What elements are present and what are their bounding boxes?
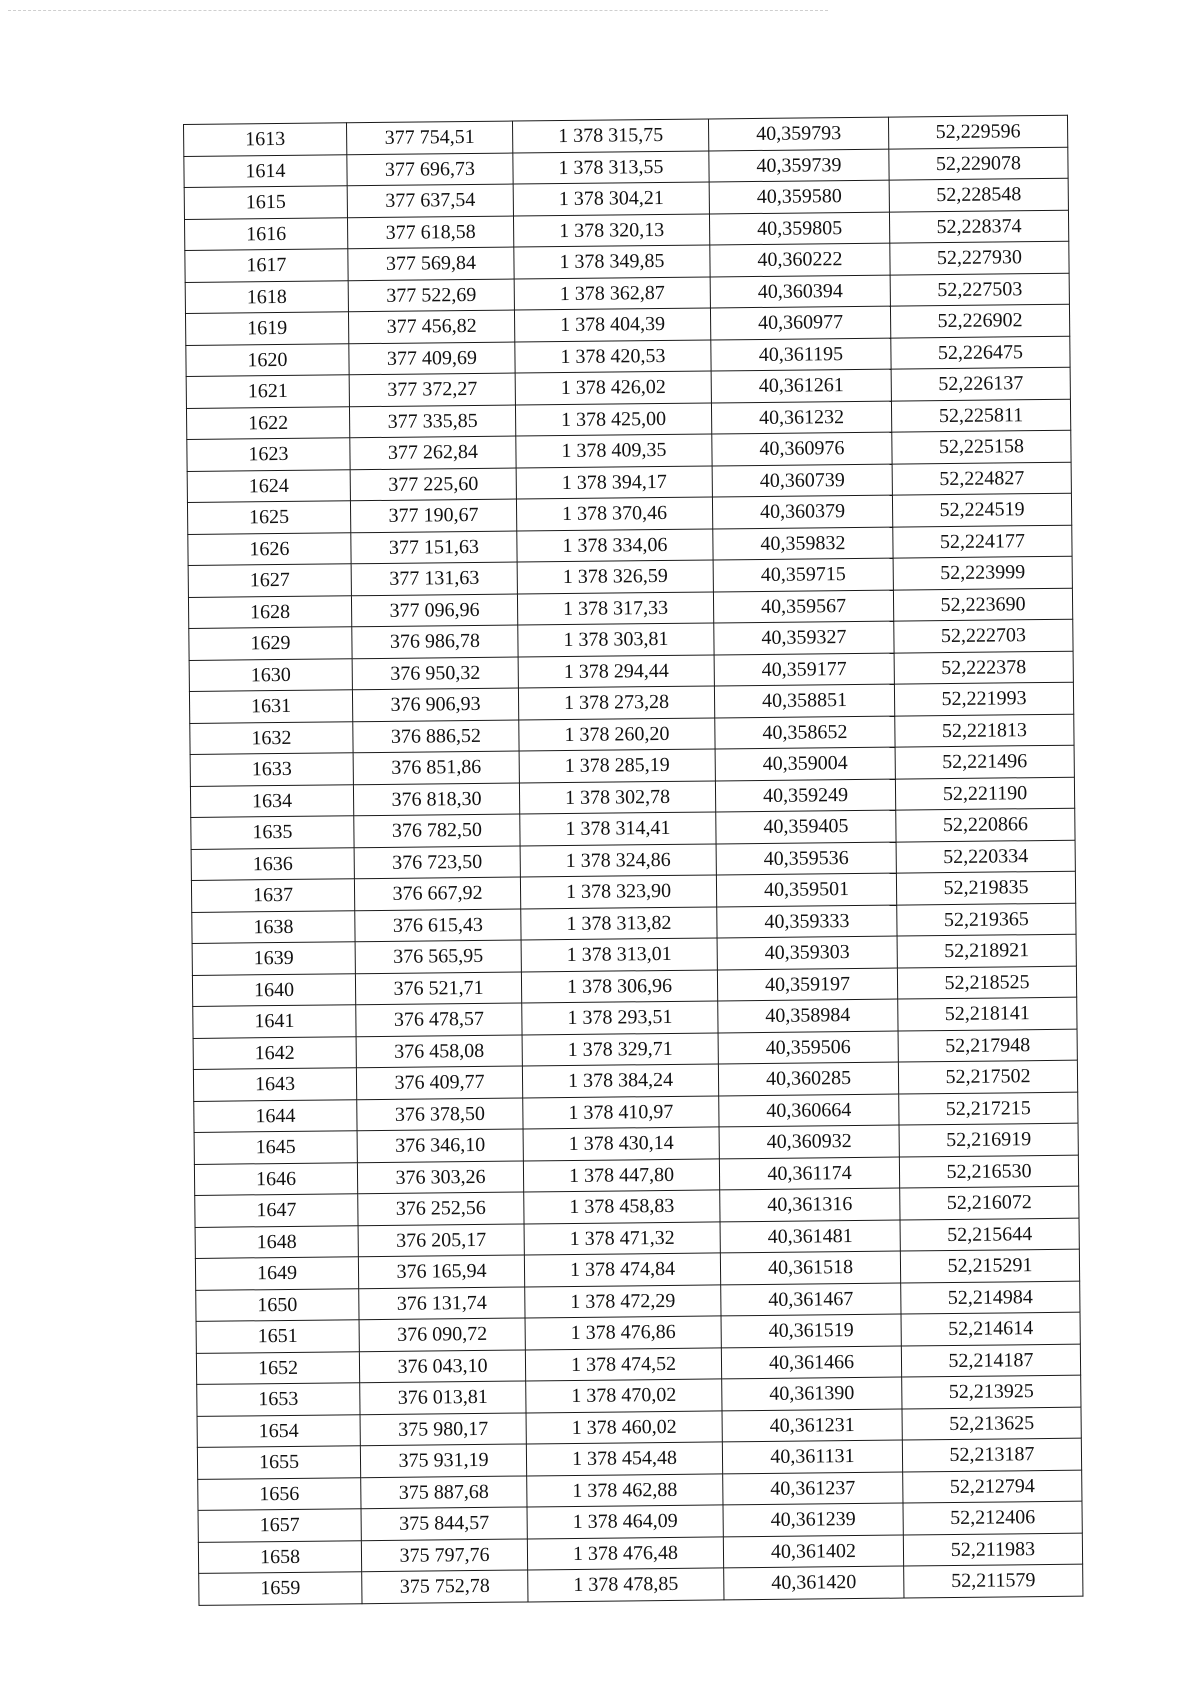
longitude-cell: 40,358984 (718, 999, 898, 1032)
longitude-cell: 40,361466 (721, 1346, 901, 1379)
y-coordinate-cell: 1 378 447,80 (523, 1158, 719, 1192)
longitude-cell: 40,359580 (709, 180, 889, 213)
y-coordinate-cell: 1 378 425,00 (515, 402, 711, 436)
x-coordinate-cell: 376 205,17 (358, 1223, 524, 1256)
longitude-cell: 40,360285 (718, 1062, 898, 1095)
y-coordinate-cell: 1 378 303,81 (518, 623, 714, 657)
longitude-cell: 40,359739 (709, 149, 889, 182)
latitude-cell: 52,214187 (901, 1344, 1080, 1377)
point-number-cell: 1639 (192, 942, 355, 975)
y-coordinate-cell: 1 378 323,90 (520, 875, 716, 909)
longitude-cell: 40,359249 (715, 779, 895, 812)
latitude-cell: 52,216530 (899, 1155, 1078, 1188)
point-number-cell: 1622 (186, 406, 349, 439)
point-number-cell: 1636 (191, 847, 354, 880)
y-coordinate-cell: 1 378 458,83 (524, 1190, 720, 1224)
longitude-cell: 40,359506 (718, 1031, 898, 1064)
longitude-cell: 40,360932 (719, 1125, 899, 1158)
point-number-cell: 1652 (196, 1351, 359, 1384)
y-coordinate-cell: 1 378 326,59 (517, 560, 713, 594)
point-number-cell: 1651 (196, 1320, 359, 1353)
latitude-cell: 52,215291 (900, 1249, 1079, 1282)
latitude-cell: 52,222378 (894, 651, 1073, 684)
latitude-cell: 52,221813 (895, 714, 1074, 747)
x-coordinate-cell: 377 409,69 (349, 342, 515, 375)
y-coordinate-cell: 1 378 454,48 (526, 1442, 722, 1476)
x-coordinate-cell: 376 165,94 (358, 1255, 524, 1288)
latitude-cell: 52,219365 (897, 903, 1076, 936)
point-number-cell: 1641 (193, 1005, 356, 1038)
y-coordinate-cell: 1 378 476,48 (527, 1536, 723, 1570)
y-coordinate-cell: 1 378 470,02 (526, 1379, 722, 1413)
longitude-cell: 40,360379 (712, 495, 892, 528)
x-coordinate-cell: 375 797,76 (361, 1538, 527, 1571)
latitude-cell: 52,223690 (893, 588, 1072, 621)
latitude-cell: 52,220334 (896, 840, 1075, 873)
latitude-cell: 52,222703 (894, 619, 1073, 652)
point-number-cell: 1644 (194, 1099, 357, 1132)
y-coordinate-cell: 1 378 410,97 (523, 1095, 719, 1129)
longitude-cell: 40,360976 (712, 432, 892, 465)
longitude-cell: 40,361131 (722, 1440, 902, 1473)
point-number-cell: 1649 (195, 1257, 358, 1290)
y-coordinate-cell: 1 378 474,84 (524, 1253, 720, 1287)
y-coordinate-cell: 1 378 384,24 (522, 1064, 718, 1098)
longitude-cell: 40,359197 (717, 968, 897, 1001)
x-coordinate-cell: 376 346,10 (357, 1129, 523, 1162)
x-coordinate-cell: 376 458,08 (356, 1034, 522, 1067)
scan-artifact-line (8, 10, 828, 11)
latitude-cell: 52,220866 (896, 808, 1075, 841)
x-coordinate-cell: 375 980,17 (360, 1412, 526, 1445)
x-coordinate-cell: 377 131,63 (351, 562, 517, 595)
longitude-cell: 40,360664 (719, 1094, 899, 1127)
point-number-cell: 1624 (187, 469, 350, 502)
y-coordinate-cell: 1 378 285,19 (519, 749, 715, 783)
latitude-cell: 52,221993 (894, 682, 1073, 715)
longitude-cell: 40,359567 (713, 590, 893, 623)
longitude-cell: 40,361518 (720, 1251, 900, 1284)
point-number-cell: 1640 (192, 973, 355, 1006)
point-number-cell: 1614 (184, 154, 347, 187)
longitude-cell: 40,361174 (719, 1157, 899, 1190)
y-coordinate-cell: 1 378 474,52 (525, 1347, 721, 1381)
longitude-cell: 40,360739 (712, 464, 892, 497)
latitude-cell: 52,226137 (891, 367, 1070, 400)
x-coordinate-cell: 376 818,30 (353, 783, 519, 816)
longitude-cell: 40,361420 (724, 1566, 904, 1599)
y-coordinate-cell: 1 378 273,28 (518, 686, 714, 720)
longitude-cell: 40,361232 (711, 401, 891, 434)
x-coordinate-cell: 377 696,73 (347, 153, 513, 186)
longitude-cell: 40,361467 (721, 1283, 901, 1316)
x-coordinate-cell: 376 521,71 (355, 972, 521, 1005)
point-number-cell: 1617 (185, 249, 348, 282)
latitude-cell: 52,221190 (895, 777, 1074, 810)
point-number-cell: 1658 (198, 1540, 361, 1573)
point-number-cell: 1634 (190, 784, 353, 817)
x-coordinate-cell: 376 886,52 (353, 720, 519, 753)
x-coordinate-cell: 377 335,85 (349, 405, 515, 438)
latitude-cell: 52,217215 (899, 1092, 1078, 1125)
latitude-cell: 52,216919 (899, 1123, 1078, 1156)
y-coordinate-cell: 1 378 471,32 (524, 1221, 720, 1255)
point-number-cell: 1615 (184, 186, 347, 219)
latitude-cell: 52,224827 (892, 462, 1071, 495)
longitude-cell: 40,361316 (720, 1188, 900, 1221)
x-coordinate-cell: 376 782,50 (354, 814, 520, 847)
x-coordinate-cell: 377 190,67 (350, 499, 516, 532)
x-coordinate-cell: 376 565,95 (355, 940, 521, 973)
latitude-cell: 52,214984 (901, 1281, 1080, 1314)
longitude-cell: 40,359536 (716, 842, 896, 875)
x-coordinate-cell: 376 409,77 (356, 1066, 522, 1099)
point-number-cell: 1643 (193, 1068, 356, 1101)
x-coordinate-cell: 376 851,86 (353, 751, 519, 784)
longitude-cell: 40,361195 (711, 338, 891, 371)
longitude-cell: 40,361231 (722, 1409, 902, 1442)
point-number-cell: 1650 (196, 1288, 359, 1321)
latitude-cell: 52,211579 (904, 1564, 1083, 1597)
x-coordinate-cell: 376 615,43 (355, 909, 521, 942)
y-coordinate-cell: 1 378 420,53 (515, 339, 711, 373)
latitude-cell: 52,217948 (898, 1029, 1077, 1062)
y-coordinate-cell: 1 378 478,85 (528, 1568, 724, 1602)
latitude-cell: 52,224177 (893, 525, 1072, 558)
point-number-cell: 1626 (188, 532, 351, 565)
x-coordinate-cell: 377 569,84 (348, 247, 514, 280)
point-number-cell: 1655 (197, 1446, 360, 1479)
longitude-cell: 40,359333 (717, 905, 897, 938)
point-number-cell: 1631 (189, 690, 352, 723)
latitude-cell: 52,221496 (895, 745, 1074, 778)
point-number-cell: 1659 (199, 1572, 362, 1605)
longitude-cell: 40,359004 (715, 747, 895, 780)
latitude-cell: 52,216072 (900, 1186, 1079, 1219)
point-number-cell: 1619 (185, 312, 348, 345)
x-coordinate-cell: 376 131,74 (359, 1286, 525, 1319)
longitude-cell: 40,359501 (716, 873, 896, 906)
latitude-cell: 52,211983 (903, 1533, 1082, 1566)
point-number-cell: 1647 (195, 1194, 358, 1227)
point-number-cell: 1629 (189, 627, 352, 660)
y-coordinate-cell: 1 378 464,09 (527, 1505, 723, 1539)
point-number-cell: 1642 (193, 1036, 356, 1069)
y-coordinate-cell: 1 378 472,29 (525, 1284, 721, 1318)
y-coordinate-cell: 1 378 370,46 (516, 497, 712, 531)
latitude-cell: 52,226475 (891, 336, 1070, 369)
point-number-cell: 1613 (184, 123, 347, 156)
point-number-cell: 1645 (194, 1131, 357, 1164)
y-coordinate-cell: 1 378 462,88 (527, 1473, 723, 1507)
y-coordinate-cell: 1 378 320,13 (513, 213, 709, 247)
x-coordinate-cell: 377 225,60 (350, 468, 516, 501)
x-coordinate-cell: 376 013,81 (360, 1381, 526, 1414)
x-coordinate-cell: 377 456,82 (348, 310, 514, 343)
y-coordinate-cell: 1 378 409,35 (516, 434, 712, 468)
latitude-cell: 52,218525 (897, 966, 1076, 999)
latitude-cell: 52,228374 (889, 210, 1068, 243)
longitude-cell: 40,361237 (723, 1472, 903, 1505)
longitude-cell: 40,361239 (723, 1503, 903, 1536)
longitude-cell: 40,359805 (709, 212, 889, 245)
point-number-cell: 1632 (190, 721, 353, 754)
point-number-cell: 1627 (188, 564, 351, 597)
point-number-cell: 1656 (198, 1477, 361, 1510)
x-coordinate-cell: 377 522,69 (348, 279, 514, 312)
longitude-cell: 40,358851 (714, 684, 894, 717)
longitude-cell: 40,361519 (721, 1314, 901, 1347)
longitude-cell: 40,361261 (711, 369, 891, 402)
x-coordinate-cell: 376 090,72 (359, 1318, 525, 1351)
latitude-cell: 52,226902 (890, 304, 1069, 337)
y-coordinate-cell: 1 378 306,96 (521, 969, 717, 1003)
y-coordinate-cell: 1 378 349,85 (514, 245, 710, 279)
latitude-cell: 52,214614 (901, 1312, 1080, 1345)
latitude-cell: 52,218921 (897, 934, 1076, 967)
x-coordinate-cell: 377 618,58 (347, 216, 513, 249)
y-coordinate-cell: 1 378 430,14 (523, 1127, 719, 1161)
x-coordinate-cell: 377 637,54 (347, 184, 513, 217)
latitude-cell: 52,213187 (902, 1438, 1081, 1471)
latitude-cell: 52,227503 (890, 273, 1069, 306)
point-number-cell: 1657 (198, 1509, 361, 1542)
longitude-cell: 40,359832 (713, 527, 893, 560)
x-coordinate-cell: 376 906,93 (352, 688, 518, 721)
point-number-cell: 1646 (194, 1162, 357, 1195)
y-coordinate-cell: 1 378 460,02 (526, 1410, 722, 1444)
longitude-cell: 40,359715 (713, 558, 893, 591)
longitude-cell: 40,361402 (723, 1535, 903, 1568)
latitude-cell: 52,213625 (902, 1407, 1081, 1440)
x-coordinate-cell: 377 151,63 (351, 531, 517, 564)
latitude-cell: 52,229596 (888, 115, 1067, 148)
point-number-cell: 1623 (187, 438, 350, 471)
x-coordinate-cell: 377 372,27 (349, 373, 515, 406)
x-coordinate-cell: 376 950,32 (352, 657, 518, 690)
longitude-cell: 40,360394 (710, 275, 890, 308)
point-number-cell: 1620 (186, 343, 349, 376)
longitude-cell: 40,360977 (710, 306, 890, 339)
latitude-cell: 52,215644 (900, 1218, 1079, 1251)
y-coordinate-cell: 1 378 293,51 (522, 1001, 718, 1035)
longitude-cell: 40,360222 (710, 243, 890, 276)
y-coordinate-cell: 1 378 315,75 (512, 119, 708, 153)
x-coordinate-cell: 377 754,51 (346, 121, 512, 154)
x-coordinate-cell: 375 752,78 (362, 1570, 528, 1603)
point-number-cell: 1637 (191, 879, 354, 912)
point-number-cell: 1628 (188, 595, 351, 628)
latitude-cell: 52,225811 (891, 399, 1070, 432)
latitude-cell: 52,213925 (902, 1375, 1081, 1408)
longitude-cell: 40,359405 (716, 810, 896, 843)
y-coordinate-cell: 1 378 476,86 (525, 1316, 721, 1350)
point-number-cell: 1618 (185, 280, 348, 313)
coordinates-table-body (184, 115, 1083, 1605)
y-coordinate-cell: 1 378 324,86 (520, 843, 716, 877)
x-coordinate-cell: 376 303,26 (357, 1160, 523, 1193)
y-coordinate-cell: 1 378 362,87 (514, 276, 710, 310)
latitude-cell: 52,212406 (903, 1501, 1082, 1534)
y-coordinate-cell: 1 378 294,44 (518, 654, 714, 688)
coordinates-table (183, 115, 1083, 1606)
y-coordinate-cell: 1 378 302,78 (519, 780, 715, 814)
x-coordinate-cell: 376 986,78 (352, 625, 518, 658)
x-coordinate-cell: 376 478,57 (356, 1003, 522, 1036)
longitude-cell: 40,359177 (714, 653, 894, 686)
x-coordinate-cell: 376 378,50 (357, 1097, 523, 1130)
point-number-cell: 1625 (187, 501, 350, 534)
x-coordinate-cell: 377 262,84 (350, 436, 516, 469)
latitude-cell: 52,212794 (903, 1470, 1082, 1503)
x-coordinate-cell: 375 887,68 (361, 1475, 527, 1508)
y-coordinate-cell: 1 378 334,06 (517, 528, 713, 562)
x-coordinate-cell: 376 723,50 (354, 846, 520, 879)
y-coordinate-cell: 1 378 317,33 (517, 591, 713, 625)
latitude-cell: 52,228548 (889, 178, 1068, 211)
longitude-cell: 40,361481 (720, 1220, 900, 1253)
latitude-cell: 52,225158 (892, 430, 1071, 463)
y-coordinate-cell: 1 378 426,02 (515, 371, 711, 405)
y-coordinate-cell: 1 378 314,41 (520, 812, 716, 846)
point-number-cell: 1638 (192, 910, 355, 943)
x-coordinate-cell: 376 667,92 (354, 877, 520, 910)
y-coordinate-cell: 1 378 394,17 (516, 465, 712, 499)
latitude-cell: 52,217502 (898, 1060, 1077, 1093)
y-coordinate-cell: 1 378 313,55 (513, 150, 709, 184)
latitude-cell: 52,219835 (896, 871, 1075, 904)
y-coordinate-cell: 1 378 304,21 (513, 182, 709, 216)
longitude-cell: 40,358652 (715, 716, 895, 749)
point-number-cell: 1653 (197, 1383, 360, 1416)
point-number-cell: 1630 (189, 658, 352, 691)
y-coordinate-cell: 1 378 313,82 (521, 906, 717, 940)
latitude-cell: 52,224519 (892, 493, 1071, 526)
y-coordinate-cell: 1 378 329,71 (522, 1032, 718, 1066)
x-coordinate-cell: 375 931,19 (360, 1444, 526, 1477)
y-coordinate-cell: 1 378 260,20 (519, 717, 715, 751)
latitude-cell: 52,218141 (898, 997, 1077, 1030)
latitude-cell: 52,229078 (889, 147, 1068, 180)
longitude-cell: 40,359327 (714, 621, 894, 654)
point-number-cell: 1648 (195, 1225, 358, 1258)
y-coordinate-cell: 1 378 404,39 (514, 308, 710, 342)
latitude-cell: 52,223999 (893, 556, 1072, 589)
x-coordinate-cell: 375 844,57 (361, 1507, 527, 1540)
point-number-cell: 1633 (190, 753, 353, 786)
longitude-cell: 40,359793 (708, 117, 888, 150)
latitude-cell: 52,227930 (890, 241, 1069, 274)
x-coordinate-cell: 376 252,56 (358, 1192, 524, 1225)
point-number-cell: 1616 (184, 217, 347, 250)
point-number-cell: 1654 (197, 1414, 360, 1447)
point-number-cell: 1635 (191, 816, 354, 849)
point-number-cell: 1621 (186, 375, 349, 408)
longitude-cell: 40,359303 (717, 936, 897, 969)
longitude-cell: 40,361390 (722, 1377, 902, 1410)
x-coordinate-cell: 377 096,96 (351, 594, 517, 627)
y-coordinate-cell: 1 378 313,01 (521, 938, 717, 972)
x-coordinate-cell: 376 043,10 (359, 1349, 525, 1382)
